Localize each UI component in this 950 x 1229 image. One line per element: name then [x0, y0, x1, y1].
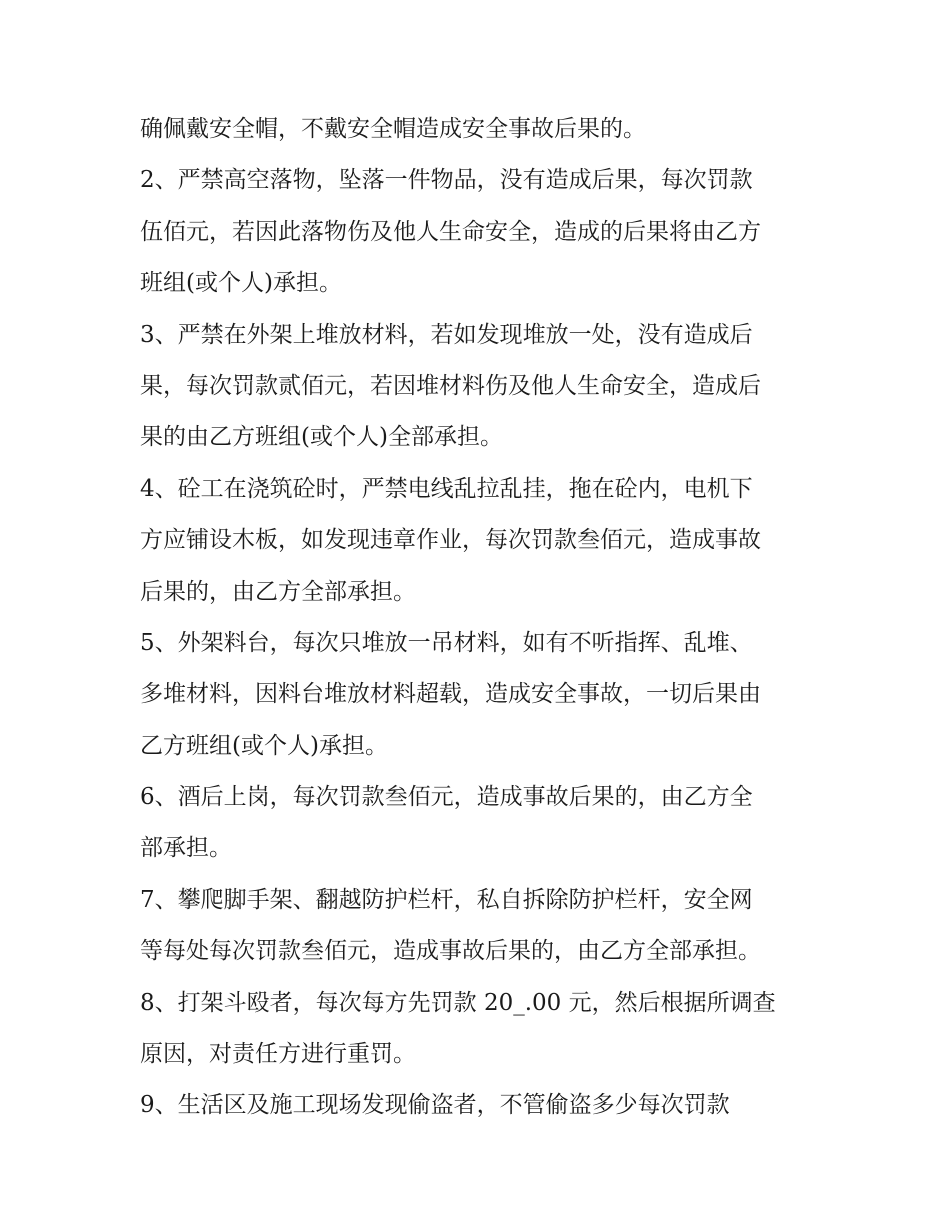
text-line: 原因，对责任方进行重罚。: [140, 1041, 416, 1068]
text-line: 后果的，由乙方全部承担。: [140, 578, 416, 605]
text-line: 8、打架斗殴者，每次每方先罚款 20_.00 元，然后根据所调查: [140, 989, 776, 1016]
text-line: 方应铺设木板，如发现违章作业，每次罚款叁佰元，造成事故: [140, 527, 761, 554]
text-line: 4、砼工在浇筑砼时，严禁电线乱拉乱挂，拖在砼内，电机下: [140, 475, 753, 502]
text-line: 果的由乙方班组(或个人)全部承担。: [140, 424, 503, 451]
document-body: [140, 104, 830, 1132]
text-line: 乙方班组(或个人)承担。: [140, 732, 388, 759]
text-line: 多堆材料，因料台堆放材料超载，造成安全事故，一切后果由: [140, 681, 761, 708]
text-line: 班组(或个人)承担。: [140, 270, 342, 297]
text-line: 等每处每次罚款叁佰元，造成事故后果的，由乙方全部承担。: [140, 938, 761, 965]
text-line: 9、生活区及施工现场发现偷盗者，不管偷盗多少每次罚款: [140, 1092, 730, 1119]
text-line: 2、严禁高空落物，坠落一件物品，没有造成后果，每次罚款: [140, 167, 753, 194]
text-line: 5、外架料台，每次只堆放一吊材料，如有不听指挥、乱堆、: [140, 629, 753, 656]
text-line: 伍佰元，若因此落物伤及他人生命安全，造成的后果将由乙方: [140, 218, 761, 245]
text-line: 确佩戴安全帽，不戴安全帽造成安全事故后果的。: [140, 116, 646, 142]
text-line: 7、攀爬脚手架、翻越防护栏杆，私自拆除防护栏杆，安全网: [140, 886, 753, 913]
text-line: 果，每次罚款贰佰元，若因堆材料伤及他人生命安全，造成后: [140, 372, 761, 399]
text-line: 部承担。: [140, 835, 232, 862]
text-line: 3、严禁在外架上堆放材料，若如发现堆放一处，没有造成后: [140, 321, 753, 348]
text-line: 6、酒后上岗，每次罚款叁佰元，造成事故后果的，由乙方全: [140, 784, 753, 811]
